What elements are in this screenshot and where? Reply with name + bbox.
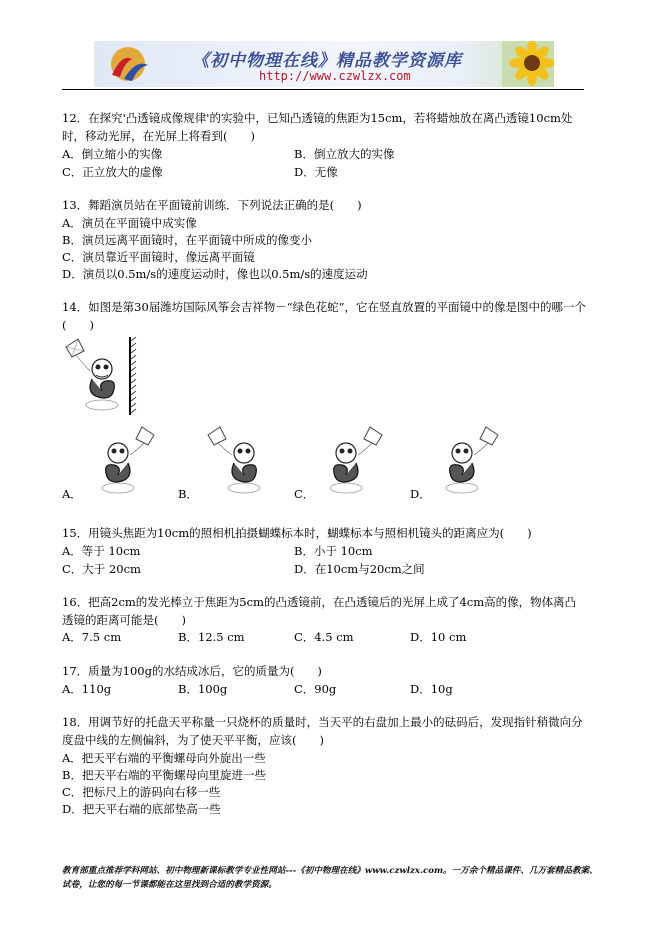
q14-option-a-figure — [88, 425, 158, 495]
question-18-stem: 18．用调节好的托盘天平称量一只烧杯的质量时，当天平的右盘加上最小的砝码后，发现指针稍微向分度盘中线的左侧偏斜，为了使天平平衡，应该( ) — [62, 715, 583, 747]
q17-option-b: B．100g — [178, 682, 228, 696]
q14-option-d-label: D． — [410, 487, 431, 501]
q13-option-c: C．演员靠近平面镜时，像远离平面镜 — [62, 250, 255, 264]
question-14-stem: 14．如图是第30届潍坊国际风筝会吉祥物－“绿色花蛇”，它在竖直放置的平面镜中的像是图中的哪一个( ) — [62, 300, 587, 332]
q16-option-c: C．4.5 cm — [294, 630, 354, 644]
header-banner — [94, 41, 554, 87]
sunflower-icon — [502, 41, 554, 87]
q18-option-d: D．把天平右端的底部垫高一些 — [62, 802, 221, 816]
q15-option-c: C．大于 20cm — [62, 562, 141, 576]
q13-option-d: D．演员以0.5m/s的速度运动时，像也以0.5m/s的速度运动 — [62, 267, 368, 281]
q15-option-a: A．等于 10cm — [62, 544, 141, 558]
q17-option-a: A．110g — [62, 682, 112, 696]
q18-option-c: C．把标尺上的游码向右移一些 — [62, 785, 221, 799]
kite-snake-mascot-icon — [208, 427, 260, 493]
kite-snake-mascot-icon — [102, 427, 154, 493]
q12-option-a: A．倒立缩小的实像 — [62, 147, 163, 161]
q14-option-c-label: C． — [294, 487, 315, 501]
q12-option-d: D．无像 — [294, 165, 338, 179]
page-footer: 教育部重点推荐学科网站、初中物理新课标教学专业性网站---《初中物理在线》www.czwlzx.com。一万余个精品课件、几万套精品教案、试卷，让您的每一节课都能在这里找到合适的教学资源。 — [62, 866, 598, 890]
kite-snake-mascot-icon — [330, 427, 382, 493]
mirror-icon — [130, 337, 136, 415]
kite-snake-mascot-icon — [446, 427, 498, 493]
q12-option-b: B．倒立放大的实像 — [294, 147, 395, 161]
q15-option-b: B．小于 10cm — [294, 544, 373, 558]
question-16-stem: 16．把高2cm的发光棒立于焦距为5cm的凸透镜前，在凸透镜后的光屏上成了4cm高的像，物体离凸透镜的距离可能是( ) — [62, 595, 577, 627]
q16-option-a: A．7.5 cm — [62, 630, 122, 644]
q14-option-b-label: B． — [178, 487, 198, 501]
q16-option-d: D．10 cm — [410, 630, 467, 644]
question-12-stem: 12．在探究'凸透镜成像规律'的实验中，已知凸透镜的焦距为15cm，若将蜡烛放在离凸透镜10cm处时，移动光屏，在光屏上将看到( ) — [62, 111, 573, 143]
q13-option-b: B．演员远离平面镜时，在平面镜中所成的像变小 — [62, 233, 312, 247]
site-logo-icon — [102, 45, 154, 83]
header-url: http://www.czwlzx.com — [259, 69, 411, 83]
question-13-stem: 13．舞蹈演员站在平面镜前训练．下列说法正确的是( ) — [62, 198, 362, 212]
q16-option-b: B．12.5 cm — [178, 630, 245, 644]
q17-option-d: D．10g — [410, 682, 453, 696]
q14-option-b-figure — [204, 425, 274, 495]
q14-option-d-figure — [432, 425, 502, 495]
q14-original-figure — [62, 335, 142, 417]
q14-option-a-label: A． — [62, 487, 82, 501]
q15-option-d: D．在10cm与20cm之间 — [294, 562, 425, 576]
question-17-stem: 17．质量为100g的水结成冰后，它的质量为( ) — [62, 664, 322, 678]
header-title: 《初中物理在线》精品教学资源库 — [192, 51, 462, 71]
q13-option-a: A．演员在平面镜中成实像 — [62, 216, 197, 230]
header-divider — [62, 89, 584, 90]
q12-option-c: C．正立放大的虚像 — [62, 165, 163, 179]
q18-option-a: A．把天平右端的平衡螺母向外旋出一些 — [62, 751, 266, 765]
q14-option-c-figure — [316, 425, 386, 495]
kite-snake-mascot-icon — [66, 339, 118, 410]
q18-option-b: B．把天平右端的平衡螺母向里旋进一些 — [62, 768, 266, 782]
question-15-stem: 15．用镜头焦距为10cm的照相机拍摄蝴蝶标本时，蝴蝶标本与照相机镜头的距离应为( ) — [62, 526, 532, 540]
q17-option-c: C．90g — [294, 682, 337, 696]
